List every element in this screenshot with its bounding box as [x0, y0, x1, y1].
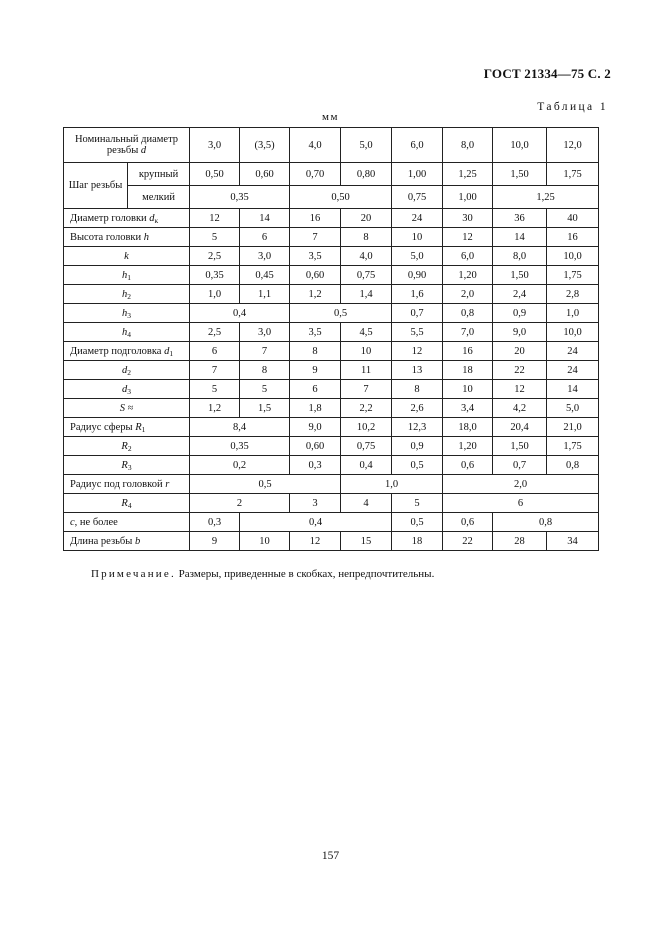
symbol-subscript: 4 [127, 329, 131, 339]
table-cell: 0,4 [190, 304, 290, 323]
table-cell: 14 [547, 380, 599, 399]
table-cell: 0,7 [493, 456, 547, 475]
label-text: Высота головки [70, 231, 142, 243]
table-cell: 0,50 [290, 186, 392, 209]
sub-label-fine: мелкий [128, 186, 190, 209]
table-cell: 3,0 [190, 128, 240, 163]
table-cell: 5 [240, 380, 290, 399]
table-cell: 0,75 [341, 437, 392, 456]
table-cell: 8 [341, 228, 392, 247]
row-label-k [64, 247, 190, 266]
table-cell: 0,75 [392, 186, 443, 209]
table-cell: 20 [493, 342, 547, 361]
row-label-b [64, 532, 190, 551]
symbol: h [143, 231, 150, 243]
table-cell: 15 [341, 532, 392, 551]
table-cell: 0,5 [392, 513, 443, 532]
table-cell: 36 [493, 209, 547, 228]
table-cell: 9 [290, 361, 341, 380]
table-cell: 1,75 [547, 437, 599, 456]
table-cell: 0,2 [190, 456, 290, 475]
table-cell: 13 [392, 361, 443, 380]
table-cell: 10,0 [547, 247, 599, 266]
table-cell: 4 [341, 494, 392, 513]
table-cell: 12,0 [547, 128, 599, 163]
table-cell: 22 [443, 532, 493, 551]
table-cell: 0,80 [341, 163, 392, 186]
label-text: Радиус сферы [70, 421, 133, 433]
table-cell: 3,5 [290, 247, 341, 266]
table-cell: 10,2 [341, 418, 392, 437]
label-text: Номинальный диаметр резьбы [74, 134, 179, 156]
table-cell: 6 [290, 380, 341, 399]
label-text: Длина резьбы [70, 535, 133, 547]
table-cell: 0,9 [392, 437, 443, 456]
symbol-subscript: 2 [127, 367, 131, 377]
table-row-nominal_d [64, 128, 599, 163]
table-cell: 5 [190, 228, 240, 247]
table-cell: 0,70 [290, 163, 341, 186]
table-cell: 16 [443, 342, 493, 361]
row-label-d1 [64, 342, 190, 361]
symbol: k [124, 250, 129, 262]
table-row-h3 [64, 304, 599, 323]
table-cell: 9,0 [493, 323, 547, 342]
table-cell: 0,35 [190, 266, 240, 285]
table-cell: 0,6 [443, 513, 493, 532]
units-label: мм [322, 111, 339, 123]
table-cell: 0,8 [493, 513, 599, 532]
symbol: d [164, 345, 170, 357]
table-cell: 2,5 [190, 323, 240, 342]
table-row-d3 [64, 380, 599, 399]
table-cell: 4,0 [341, 247, 392, 266]
table-cell: 14 [493, 228, 547, 247]
table-cell: 8 [290, 342, 341, 361]
table-cell: 1,25 [443, 163, 493, 186]
label-suffix: ≈ [124, 402, 134, 414]
table-cell: 2,4 [493, 285, 547, 304]
label-text: Диаметр головки [70, 212, 147, 224]
symbol-subscript: 2 [127, 443, 132, 453]
symbol: h [122, 326, 128, 338]
table-cell: 6 [443, 494, 599, 513]
table-cell: 7 [290, 228, 341, 247]
table-cell: 8,0 [493, 247, 547, 266]
symbol: S [119, 402, 125, 414]
note-title: Примечание. [91, 568, 176, 580]
row-label-d3 [64, 380, 190, 399]
note [91, 568, 434, 580]
table-cell: 9 [190, 532, 240, 551]
table-cell: 0,5 [290, 304, 392, 323]
table-cell: 11 [341, 361, 392, 380]
table-cell: 5 [392, 494, 443, 513]
table-cell: 8,4 [190, 418, 290, 437]
table-cell: 20,4 [493, 418, 547, 437]
table-cell: 30 [443, 209, 493, 228]
table-cell: 8 [392, 380, 443, 399]
dimensions-table [63, 127, 599, 551]
table-cell: 0,3 [190, 513, 240, 532]
table-row-S [64, 399, 599, 418]
symbol-subscript: 1 [169, 348, 174, 358]
table-row-k [64, 247, 599, 266]
symbol-subscript: 1 [127, 272, 131, 282]
table-cell: 0,45 [240, 266, 290, 285]
row-label-d2 [64, 361, 190, 380]
table-cell: 1,00 [443, 186, 493, 209]
table-cell: 12 [392, 342, 443, 361]
page-number: 157 [321, 850, 340, 862]
table-cell: 12 [190, 209, 240, 228]
table-cell: 0,60 [290, 437, 341, 456]
table-cell: 1,20 [443, 266, 493, 285]
row-label-R4 [64, 494, 190, 513]
table-cell: 0,60 [290, 266, 341, 285]
table-cell: 3,0 [240, 323, 290, 342]
table-cell: 22 [493, 361, 547, 380]
symbol: d [149, 212, 155, 224]
row-label-R3 [64, 456, 190, 475]
table-cell: 5,5 [392, 323, 443, 342]
label-text: Радиус под головкой [70, 478, 163, 490]
table-cell: 1,2 [290, 285, 341, 304]
table-cell: 0,8 [547, 456, 599, 475]
table-label: Таблица 1 [537, 101, 608, 113]
label-text: Диаметр подголовка [70, 345, 162, 357]
table-row-d2 [64, 361, 599, 380]
table-row-c [64, 513, 599, 532]
table-row-R1 [64, 418, 599, 437]
table-cell: 1,0 [341, 475, 443, 494]
table-cell: 10 [392, 228, 443, 247]
table-cell: 5,0 [547, 399, 599, 418]
table-cell: 1,75 [547, 163, 599, 186]
symbol: R [135, 421, 142, 433]
table-cell: 1,0 [190, 285, 240, 304]
row-label-h [64, 228, 190, 247]
table-cell: 4,2 [493, 399, 547, 418]
table-cell: 0,75 [341, 266, 392, 285]
table-row-h4 [64, 323, 599, 342]
table-cell: 0,9 [493, 304, 547, 323]
table-cell: 7 [341, 380, 392, 399]
table-cell: 0,4 [341, 456, 392, 475]
table-cell: 5,0 [341, 128, 392, 163]
table-row-pitch-fine [64, 186, 599, 209]
table-cell: 34 [547, 532, 599, 551]
table-row-dk [64, 209, 599, 228]
table-cell: 1,4 [341, 285, 392, 304]
table-row-R2 [64, 437, 599, 456]
table-cell: 40 [547, 209, 599, 228]
table-cell: 24 [547, 342, 599, 361]
table-cell: 2 [190, 494, 290, 513]
table-cell: 0,50 [190, 163, 240, 186]
symbol-subscript: к [154, 215, 159, 225]
table-cell: 14 [240, 209, 290, 228]
table-cell: 2,5 [190, 247, 240, 266]
symbol: c [70, 516, 75, 528]
table-cell: 1,0 [547, 304, 599, 323]
table-cell: 3,5 [290, 323, 341, 342]
table-cell: 1,6 [392, 285, 443, 304]
symbol-subscript: 2 [127, 291, 131, 301]
symbol: h [122, 269, 128, 281]
table-row-h1 [64, 266, 599, 285]
table-cell: 1,50 [493, 266, 547, 285]
symbol-subscript: 4 [127, 500, 132, 510]
table-cell: (3,5) [240, 128, 290, 163]
symbol-subscript: 3 [127, 310, 131, 320]
table-cell: 1,25 [493, 186, 599, 209]
symbol: d [140, 145, 147, 156]
table-cell: 24 [392, 209, 443, 228]
table-cell: 3,4 [443, 399, 493, 418]
table-cell: 7 [240, 342, 290, 361]
symbol-subscript: 3 [127, 462, 132, 472]
table-cell: 1,50 [493, 437, 547, 456]
row-label-S [64, 399, 190, 418]
table-cell: 1,20 [443, 437, 493, 456]
table-row-R4 [64, 494, 599, 513]
symbol-subscript: 3 [127, 386, 131, 396]
symbol: R [121, 440, 128, 452]
table-cell: 4,5 [341, 323, 392, 342]
row-label-h2 [64, 285, 190, 304]
table-cell: 6 [190, 342, 240, 361]
table-cell: 21,0 [547, 418, 599, 437]
symbol: r [165, 478, 170, 490]
row-label-R1 [64, 418, 190, 437]
table-cell: 12 [443, 228, 493, 247]
table-cell: 9,0 [290, 418, 341, 437]
table-cell: 0,5 [190, 475, 341, 494]
table-cell: 0,8 [443, 304, 493, 323]
symbol: d [122, 364, 128, 376]
table-cell: 12,3 [392, 418, 443, 437]
table-row-R3 [64, 456, 599, 475]
note-text: Размеры, приведенные в скобках, непредпочтительны. [175, 568, 435, 580]
table-row-d1 [64, 342, 599, 361]
table-cell: 2,6 [392, 399, 443, 418]
table-cell: 18,0 [443, 418, 493, 437]
symbol: R [121, 497, 128, 509]
row-label-c [64, 513, 190, 532]
table-cell: 1,75 [547, 266, 599, 285]
symbol-subscript: 1 [141, 424, 146, 434]
table-cell: 16 [547, 228, 599, 247]
table-cell: 4,0 [290, 128, 341, 163]
table-cell: 5,0 [392, 247, 443, 266]
table-cell: 2,2 [341, 399, 392, 418]
label-suffix: , не более [74, 516, 118, 528]
table-cell: 1,1 [240, 285, 290, 304]
table-cell: 0,7 [392, 304, 443, 323]
table-cell: 1,5 [240, 399, 290, 418]
table-row-r [64, 475, 599, 494]
row-label-h1 [64, 266, 190, 285]
symbol: R [121, 459, 128, 471]
table-cell: 0,35 [190, 186, 290, 209]
table-cell: 7 [190, 361, 240, 380]
row-label-h4 [64, 323, 190, 342]
table-cell: 6 [240, 228, 290, 247]
table-cell: 28 [493, 532, 547, 551]
table-cell: 8,0 [443, 128, 493, 163]
table-cell: 0,35 [190, 437, 290, 456]
table-cell: 0,90 [392, 266, 443, 285]
row-label-pitch: Шаг резьбы [64, 163, 128, 209]
table-cell: 1,8 [290, 399, 341, 418]
table-cell: 10 [341, 342, 392, 361]
table-cell: 18 [392, 532, 443, 551]
table-cell: 16 [290, 209, 341, 228]
table-cell: 0,3 [290, 456, 341, 475]
table-cell: 0,6 [443, 456, 493, 475]
table-cell: 24 [547, 361, 599, 380]
table-cell: 5 [190, 380, 240, 399]
table-cell: 6,0 [392, 128, 443, 163]
table-row-h [64, 228, 599, 247]
table-cell: 2,0 [443, 475, 599, 494]
table-cell: 2,0 [443, 285, 493, 304]
row-label-dk [64, 209, 190, 228]
table-cell: 0,5 [392, 456, 443, 475]
table-cell: 10 [443, 380, 493, 399]
table-cell: 1,00 [392, 163, 443, 186]
table-cell: 2,8 [547, 285, 599, 304]
table-cell: 3 [290, 494, 341, 513]
table-cell: 10,0 [493, 128, 547, 163]
symbol: h [122, 307, 128, 319]
table-cell: 20 [341, 209, 392, 228]
document-header: ГОСТ 21334—75 С. 2 [483, 66, 611, 81]
symbol: h [122, 288, 128, 300]
row-label-R2 [64, 437, 190, 456]
table-cell: 12 [493, 380, 547, 399]
table-cell: 8 [240, 361, 290, 380]
row-label-h3 [64, 304, 190, 323]
table-row-h2 [64, 285, 599, 304]
table-cell: 18 [443, 361, 493, 380]
table-cell: 0,60 [240, 163, 290, 186]
table-cell: 7,0 [443, 323, 493, 342]
row-label-nominal_d [64, 128, 190, 163]
table-row-pitch-coarse [64, 163, 599, 186]
symbol: d [122, 383, 128, 395]
table-cell: 1,2 [190, 399, 240, 418]
table-cell: 0,4 [240, 513, 392, 532]
table-cell: 10 [240, 532, 290, 551]
table-cell: 10,0 [547, 323, 599, 342]
table-cell: 6,0 [443, 247, 493, 266]
table-cell: 12 [290, 532, 341, 551]
table-row-b [64, 532, 599, 551]
table-cell: 1,50 [493, 163, 547, 186]
table-cell: 3,0 [240, 247, 290, 266]
sub-label-coarse: крупный [128, 163, 190, 186]
row-label-r [64, 475, 190, 494]
symbol: b [134, 535, 141, 547]
